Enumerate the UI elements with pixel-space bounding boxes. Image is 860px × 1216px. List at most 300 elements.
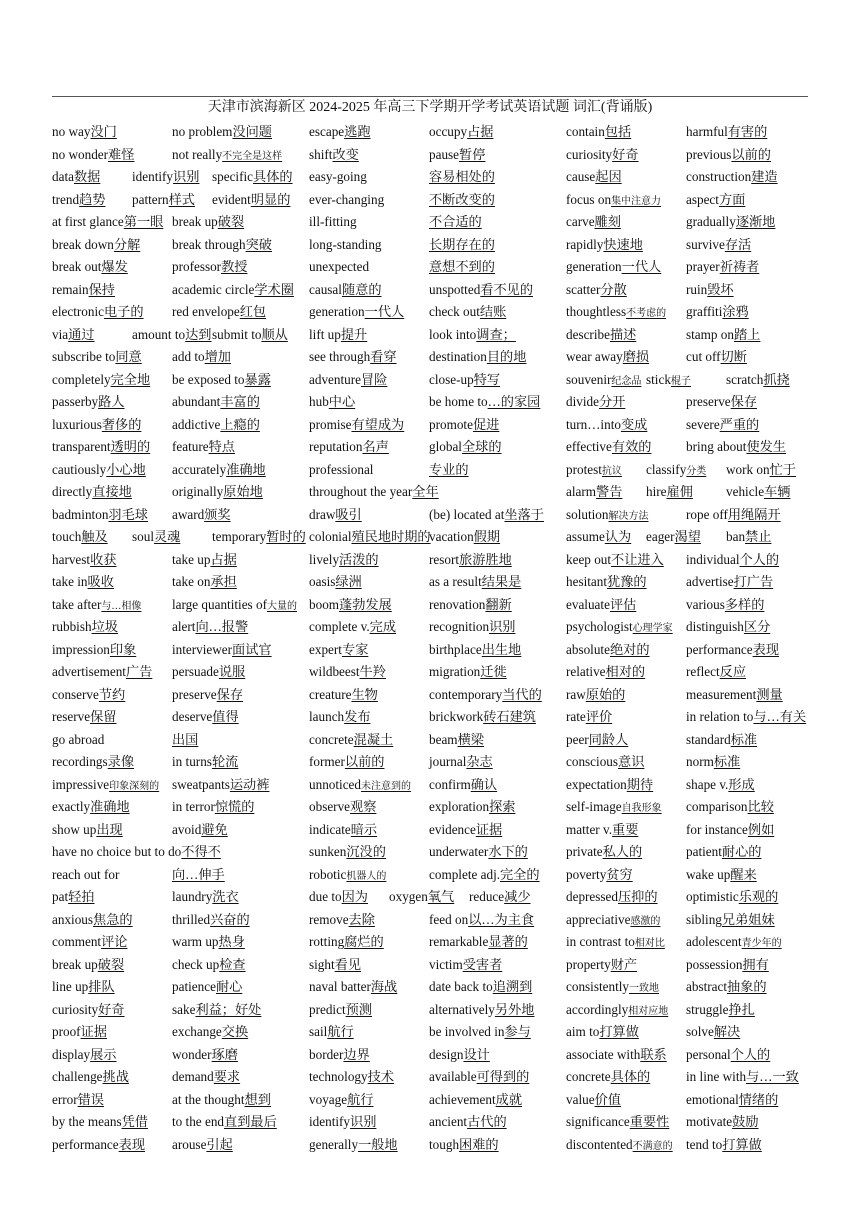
- vocab-row: [566, 211, 808, 234]
- vocab-entry: [566, 616, 686, 639]
- english-word: scatter: [566, 281, 601, 297]
- english-word: promote: [429, 416, 473, 432]
- chinese-meaning: 一代人: [621, 259, 662, 274]
- english-word: at the thought: [172, 1091, 245, 1107]
- english-word: be exposed to: [172, 371, 245, 387]
- english-word: ill-fitting: [309, 214, 357, 229]
- vocab-row: [52, 369, 294, 392]
- english-word: matter v.: [566, 821, 613, 837]
- chinese-meaning: 表现: [752, 641, 780, 657]
- vocab-row: [309, 391, 551, 414]
- english-word: generation: [309, 304, 365, 319]
- chinese-meaning: 挣扎: [728, 1001, 755, 1017]
- chinese-meaning: 多样的: [724, 596, 765, 612]
- english-word: available: [429, 1069, 477, 1084]
- chinese-meaning: 测量: [756, 686, 783, 702]
- english-word: escape: [309, 124, 345, 139]
- vocab-entry: [52, 1021, 172, 1044]
- english-word: accordingly: [566, 1001, 629, 1017]
- chinese-meaning: 边界: [343, 1046, 370, 1062]
- vocab-entry: [309, 796, 429, 819]
- english-word: psychologist: [566, 619, 633, 634]
- vocab-entry: [309, 391, 429, 414]
- vocab-row: [566, 571, 808, 594]
- english-word: luxurious: [52, 416, 102, 432]
- chinese-meaning: 使发生: [746, 439, 786, 454]
- vocab-entry: [309, 369, 429, 392]
- english-word: cut off: [686, 349, 721, 364]
- vocab-entry: [686, 931, 808, 954]
- vocab-entry: [309, 931, 429, 954]
- english-word: comparison: [686, 799, 748, 814]
- vocab-row: [309, 256, 551, 279]
- english-word: large quantities of: [172, 596, 267, 612]
- english-word: identify: [309, 1114, 351, 1129]
- english-word: wear away: [566, 349, 623, 364]
- english-word: warm up: [172, 934, 219, 949]
- english-word: emotional: [686, 1091, 739, 1107]
- english-word: keep out: [566, 551, 612, 567]
- chinese-meaning: 值得: [212, 709, 239, 724]
- english-word: abstract: [686, 979, 728, 994]
- vocab-entry: [52, 324, 132, 347]
- english-word: motivate: [686, 1114, 733, 1129]
- chinese-meaning: 评估: [609, 596, 637, 612]
- english-word: in contrast to: [566, 934, 635, 949]
- vocab-entry: [686, 819, 808, 842]
- vocab-row: [52, 414, 294, 437]
- vocab-row: [309, 1089, 551, 1112]
- vocab-entry: [172, 211, 294, 234]
- chinese-meaning: 评价: [585, 709, 613, 724]
- chinese-meaning: 逐渐地: [735, 214, 776, 229]
- english-word: complete adj.: [429, 866, 501, 882]
- english-word: prayer: [686, 259, 720, 274]
- english-word: touch: [52, 529, 82, 544]
- chinese-meaning: 要求: [213, 1069, 241, 1084]
- english-word: destination: [429, 349, 487, 364]
- english-word: data: [52, 169, 74, 184]
- english-word: border: [309, 1046, 344, 1062]
- english-word: cautiously: [52, 461, 107, 477]
- vocab-entry: [686, 391, 808, 414]
- english-word: lift up: [309, 326, 341, 342]
- chinese-meaning: 评论: [101, 934, 128, 949]
- english-word: feature: [172, 439, 209, 454]
- vocab-entry: [52, 1134, 172, 1157]
- vocab-entry: [52, 459, 172, 482]
- english-word: occupy: [429, 124, 468, 139]
- chinese-meaning: 容易相处的: [429, 169, 495, 184]
- chinese-meaning: 具体的: [610, 1069, 651, 1084]
- english-word: in line with: [686, 1069, 747, 1084]
- vocab-row: [566, 999, 808, 1022]
- chinese-meaning: 打广告: [733, 574, 774, 589]
- english-word: discontented: [566, 1136, 633, 1152]
- vocab-entry: [566, 639, 686, 662]
- english-word: describe: [566, 326, 610, 342]
- english-word: in terror: [172, 799, 215, 814]
- vocab-row: [52, 211, 294, 234]
- english-word: recordings: [52, 754, 108, 769]
- vocab-entry: [686, 706, 808, 729]
- chinese-meaning: 乐观的: [738, 889, 779, 904]
- chinese-meaning: 标准: [730, 731, 758, 747]
- vocab-entry: [646, 526, 726, 549]
- english-word: divide: [566, 394, 599, 409]
- vocab-row: [52, 121, 294, 144]
- chinese-meaning: 琢磨: [211, 1046, 238, 1062]
- header-rule: [52, 96, 808, 97]
- chinese-meaning: 特写: [473, 371, 501, 387]
- vocab-row: [52, 774, 294, 797]
- vocab-row: [566, 819, 808, 842]
- english-word: global: [429, 439, 462, 454]
- vocab-entry: [566, 1089, 686, 1112]
- english-word: take on: [172, 574, 211, 589]
- english-word: preserve: [172, 686, 217, 702]
- chinese-meaning: 印象深刻的: [109, 780, 160, 792]
- chinese-meaning: 成就: [495, 1091, 523, 1107]
- vocab-entry: [172, 954, 294, 977]
- chinese-meaning: 忙于: [769, 461, 796, 477]
- english-word: oxygen: [389, 889, 428, 904]
- vocab-entry: [566, 166, 686, 189]
- vocab-entry: [172, 121, 294, 144]
- english-word: be home to: [429, 394, 488, 409]
- english-word: specific: [212, 169, 254, 184]
- english-word: shift: [309, 146, 333, 162]
- english-word: rapidly: [566, 236, 604, 252]
- vocab-entry: [52, 571, 172, 594]
- vocab-entry: [686, 1021, 808, 1044]
- chinese-meaning: 认为: [604, 529, 632, 544]
- english-word: ban: [726, 529, 746, 544]
- vocab-row: [52, 1134, 294, 1157]
- english-word: curiosity: [52, 1001, 99, 1017]
- vocab-entry: [686, 549, 808, 572]
- chinese-meaning: 一致地: [629, 983, 660, 994]
- chinese-meaning: 吸收: [87, 574, 114, 589]
- chinese-meaning: 未注意到的: [361, 780, 412, 792]
- vocab-entry: [429, 211, 551, 234]
- vocab-entry: [686, 504, 808, 527]
- english-word: construction: [686, 169, 752, 184]
- vocab-entry: [429, 166, 551, 189]
- vocab-entry: [429, 594, 551, 617]
- vocab-entry: [429, 459, 551, 482]
- vocab-entry: [566, 1021, 686, 1044]
- vocab-entry: [429, 954, 551, 977]
- english-word: sibling: [686, 911, 722, 927]
- english-word: abundant: [172, 394, 221, 409]
- chinese-meaning: 想到: [244, 1091, 271, 1107]
- vocab-entry: [309, 684, 429, 707]
- vocab-entry: [52, 1066, 172, 1089]
- english-word: stick: [646, 371, 671, 387]
- vocab-entry: [566, 414, 686, 437]
- chinese-meaning: 期待: [626, 776, 654, 792]
- english-word: ancient: [429, 1114, 468, 1129]
- chinese-meaning: 受害者: [462, 956, 503, 972]
- english-word: generally: [309, 1136, 359, 1152]
- chinese-meaning: 标准: [713, 754, 741, 769]
- vocab-entry: [566, 549, 686, 572]
- english-word: adolescent: [686, 934, 742, 949]
- vocab-entry: [172, 931, 294, 954]
- english-word: measurement: [686, 686, 757, 702]
- vocab-row: [52, 526, 306, 549]
- english-word: ruin: [686, 281, 708, 297]
- vocab-entry: [566, 999, 686, 1022]
- vocab-entry: [309, 526, 429, 549]
- chinese-meaning: 惊慌的: [214, 799, 255, 814]
- chinese-meaning: 比较: [747, 799, 774, 814]
- vocab-row: [566, 549, 808, 572]
- chinese-meaning: 分散: [600, 281, 627, 297]
- chinese-meaning: 教授: [221, 259, 248, 274]
- chinese-meaning: 出生地: [481, 641, 522, 657]
- vocab-row: [309, 886, 551, 909]
- vocab-row: [52, 1089, 294, 1112]
- vocab-entry: [429, 189, 551, 212]
- english-word: add to: [172, 349, 205, 364]
- vocab-entry: [52, 346, 172, 369]
- vocab-entry: [52, 841, 292, 864]
- vocab-row: [566, 616, 808, 639]
- vocab-row: [566, 931, 808, 954]
- vocab-entry: [566, 1066, 686, 1089]
- chinese-meaning: 活泼的: [339, 551, 379, 567]
- chinese-meaning: 自我形象: [621, 803, 662, 814]
- english-word: thrilled: [172, 911, 211, 927]
- english-word: conserve: [52, 686, 99, 702]
- chinese-meaning: 联系: [640, 1046, 667, 1062]
- english-word: by the means: [52, 1114, 122, 1129]
- chinese-meaning: 以…为主食: [468, 911, 535, 927]
- english-word: gradually: [686, 214, 736, 229]
- vocab-row: [52, 324, 294, 347]
- chinese-meaning: 抓挠: [763, 371, 790, 387]
- chinese-meaning: 顺从: [261, 326, 288, 342]
- vocab-entry: [52, 414, 172, 437]
- vocab-entry: [566, 189, 686, 212]
- chinese-meaning: 保存: [730, 394, 758, 409]
- chinese-meaning: 吸引: [335, 506, 362, 522]
- english-word: sunken: [309, 844, 347, 859]
- chinese-meaning: 没门: [90, 124, 117, 139]
- english-word: sight: [309, 956, 335, 972]
- chinese-meaning: 第一眼: [123, 214, 164, 229]
- vocab-row: [52, 796, 294, 819]
- english-word: sweatpants: [172, 776, 230, 792]
- english-word: exactly: [52, 799, 91, 814]
- vocab-entry: [429, 1066, 551, 1089]
- chinese-meaning: 没问题: [232, 124, 272, 139]
- vocab-entry: [566, 144, 686, 167]
- chinese-meaning: 直接地: [92, 484, 132, 499]
- english-word: curiosity: [566, 146, 613, 162]
- vocab-row: [309, 706, 551, 729]
- english-word: cause: [566, 169, 596, 184]
- english-word: scratch: [726, 371, 764, 387]
- english-word: rotting: [309, 934, 345, 949]
- chinese-meaning: 引起: [206, 1136, 233, 1152]
- vocab-entry: [52, 999, 172, 1022]
- vocab-entry: [429, 234, 551, 257]
- vocab-row: [52, 189, 294, 212]
- chinese-meaning: 灵魂: [153, 529, 181, 544]
- vocab-entry: [172, 144, 294, 167]
- english-word: adventure: [309, 371, 361, 387]
- vocab-entry: [309, 504, 429, 527]
- english-word: remain: [52, 281, 89, 297]
- vocab-entry: [52, 954, 172, 977]
- vocab-entry: [566, 684, 686, 707]
- english-word: solution: [566, 506, 609, 522]
- vocab-row: [52, 999, 294, 1022]
- chinese-meaning: 专业的: [429, 461, 469, 477]
- vocab-entry: [52, 729, 172, 752]
- english-word: check out: [429, 304, 480, 319]
- vocab-row: [52, 504, 294, 527]
- vocab-entry: [566, 234, 686, 257]
- chinese-meaning: 透明的: [110, 439, 151, 454]
- chinese-meaning: 破裂: [217, 214, 245, 229]
- vocab-entry: [172, 256, 294, 279]
- vocab-entry: [309, 1021, 429, 1044]
- vocab-entry: [212, 166, 294, 189]
- english-word: remove: [309, 911, 349, 927]
- vocab-entry: [309, 571, 429, 594]
- english-word: beam: [429, 731, 458, 747]
- english-word: for instance: [686, 821, 748, 837]
- chinese-meaning: 描述: [609, 326, 637, 342]
- chinese-meaning: 反应: [719, 664, 747, 679]
- vocab-row: [309, 504, 551, 527]
- vocab-entry: [429, 976, 551, 999]
- vocab-entry: [429, 391, 551, 414]
- chinese-meaning: 迁徙: [480, 664, 507, 679]
- english-word: poverty: [566, 866, 607, 882]
- vocab-entry: [309, 1134, 429, 1157]
- vocab-entry: [686, 1044, 808, 1067]
- english-word: classify: [646, 461, 687, 477]
- chinese-meaning: 价值: [594, 1091, 621, 1107]
- vocab-column-3: [566, 121, 808, 1156]
- chinese-meaning: 目的地: [486, 349, 527, 364]
- vocab-row: [309, 144, 551, 167]
- chinese-meaning: 出现: [96, 821, 123, 837]
- english-word: indicate: [309, 821, 351, 837]
- english-word: eager: [646, 529, 675, 544]
- vocab-entry: [566, 279, 686, 302]
- english-word: former: [309, 754, 345, 769]
- chinese-meaning: 参与: [504, 1024, 531, 1039]
- chinese-meaning: 结账: [479, 304, 507, 319]
- english-word: bring about: [686, 439, 747, 454]
- vocab-row: [309, 189, 551, 212]
- vocab-entry: [429, 841, 551, 864]
- vocab-row: [52, 616, 294, 639]
- vocab-entry: [309, 144, 429, 167]
- vocab-entry: [646, 369, 726, 392]
- vocab-entry: [172, 639, 294, 662]
- vocab-row: [566, 279, 808, 302]
- english-word: impression: [52, 641, 110, 657]
- vocab-entry: [309, 211, 429, 234]
- english-word: victim: [429, 956, 463, 972]
- vocab-row: [309, 751, 551, 774]
- chinese-meaning: 同龄人: [588, 731, 629, 747]
- english-word: directly: [52, 484, 93, 499]
- vocab-entry: [132, 189, 212, 212]
- vocab-entry: [172, 459, 294, 482]
- vocab-entry: [686, 301, 808, 324]
- english-word: colonial: [309, 529, 352, 544]
- english-word: effective: [566, 439, 612, 454]
- english-word: demand: [172, 1069, 214, 1084]
- english-word: significance: [566, 1114, 630, 1129]
- english-word: performance: [52, 1136, 119, 1152]
- english-word: concrete: [309, 731, 354, 747]
- chinese-meaning: 显著的: [488, 934, 528, 949]
- chinese-meaning: 去除: [348, 911, 375, 927]
- vocab-row: [52, 481, 294, 504]
- vocab-row: [309, 774, 551, 797]
- chinese-meaning: 古代的: [467, 1114, 507, 1129]
- english-word: various: [686, 596, 725, 612]
- chinese-meaning: 涂鸦: [722, 304, 749, 319]
- vocab-entry: [429, 279, 551, 302]
- english-word: associate with: [566, 1046, 641, 1062]
- vocab-row: [566, 121, 808, 144]
- chinese-meaning: 发布: [344, 709, 371, 724]
- chinese-meaning: 洗衣: [212, 889, 239, 904]
- chinese-meaning: 沉没的: [346, 844, 386, 859]
- vocab-entry: [429, 1134, 551, 1157]
- chinese-meaning: 长期存在的: [429, 236, 495, 252]
- english-word: performance: [686, 641, 753, 657]
- chinese-meaning: 向…伸手: [172, 866, 225, 882]
- chinese-meaning: 垃圾: [91, 619, 118, 634]
- english-word: vehicle: [726, 484, 765, 499]
- vocab-entry: [429, 436, 551, 459]
- vocab-entry: [52, 436, 172, 459]
- vocab-entry: [686, 864, 808, 887]
- english-word: break up: [172, 214, 218, 229]
- vocab-entry: [429, 549, 551, 572]
- vocab-entry: [309, 234, 429, 257]
- chinese-meaning: 焦急的: [93, 911, 133, 927]
- english-word: take after: [52, 596, 102, 612]
- vocab-entry: [566, 346, 686, 369]
- vocab-row: [52, 751, 294, 774]
- english-word: alert: [172, 619, 196, 634]
- english-word: solve: [686, 1024, 714, 1039]
- vocab-entry: [309, 121, 429, 144]
- chinese-meaning: 抗议: [601, 465, 622, 477]
- english-word: date back to: [429, 979, 493, 994]
- vocab-row: [566, 1021, 808, 1044]
- english-word: look into: [429, 326, 477, 342]
- vocab-entry: [726, 459, 808, 482]
- chinese-meaning: 青少年的: [741, 938, 782, 949]
- english-word: display: [52, 1046, 91, 1062]
- chinese-meaning: 有效的: [611, 439, 652, 454]
- chinese-meaning: 氧气: [427, 889, 455, 904]
- vocab-entry: [172, 751, 294, 774]
